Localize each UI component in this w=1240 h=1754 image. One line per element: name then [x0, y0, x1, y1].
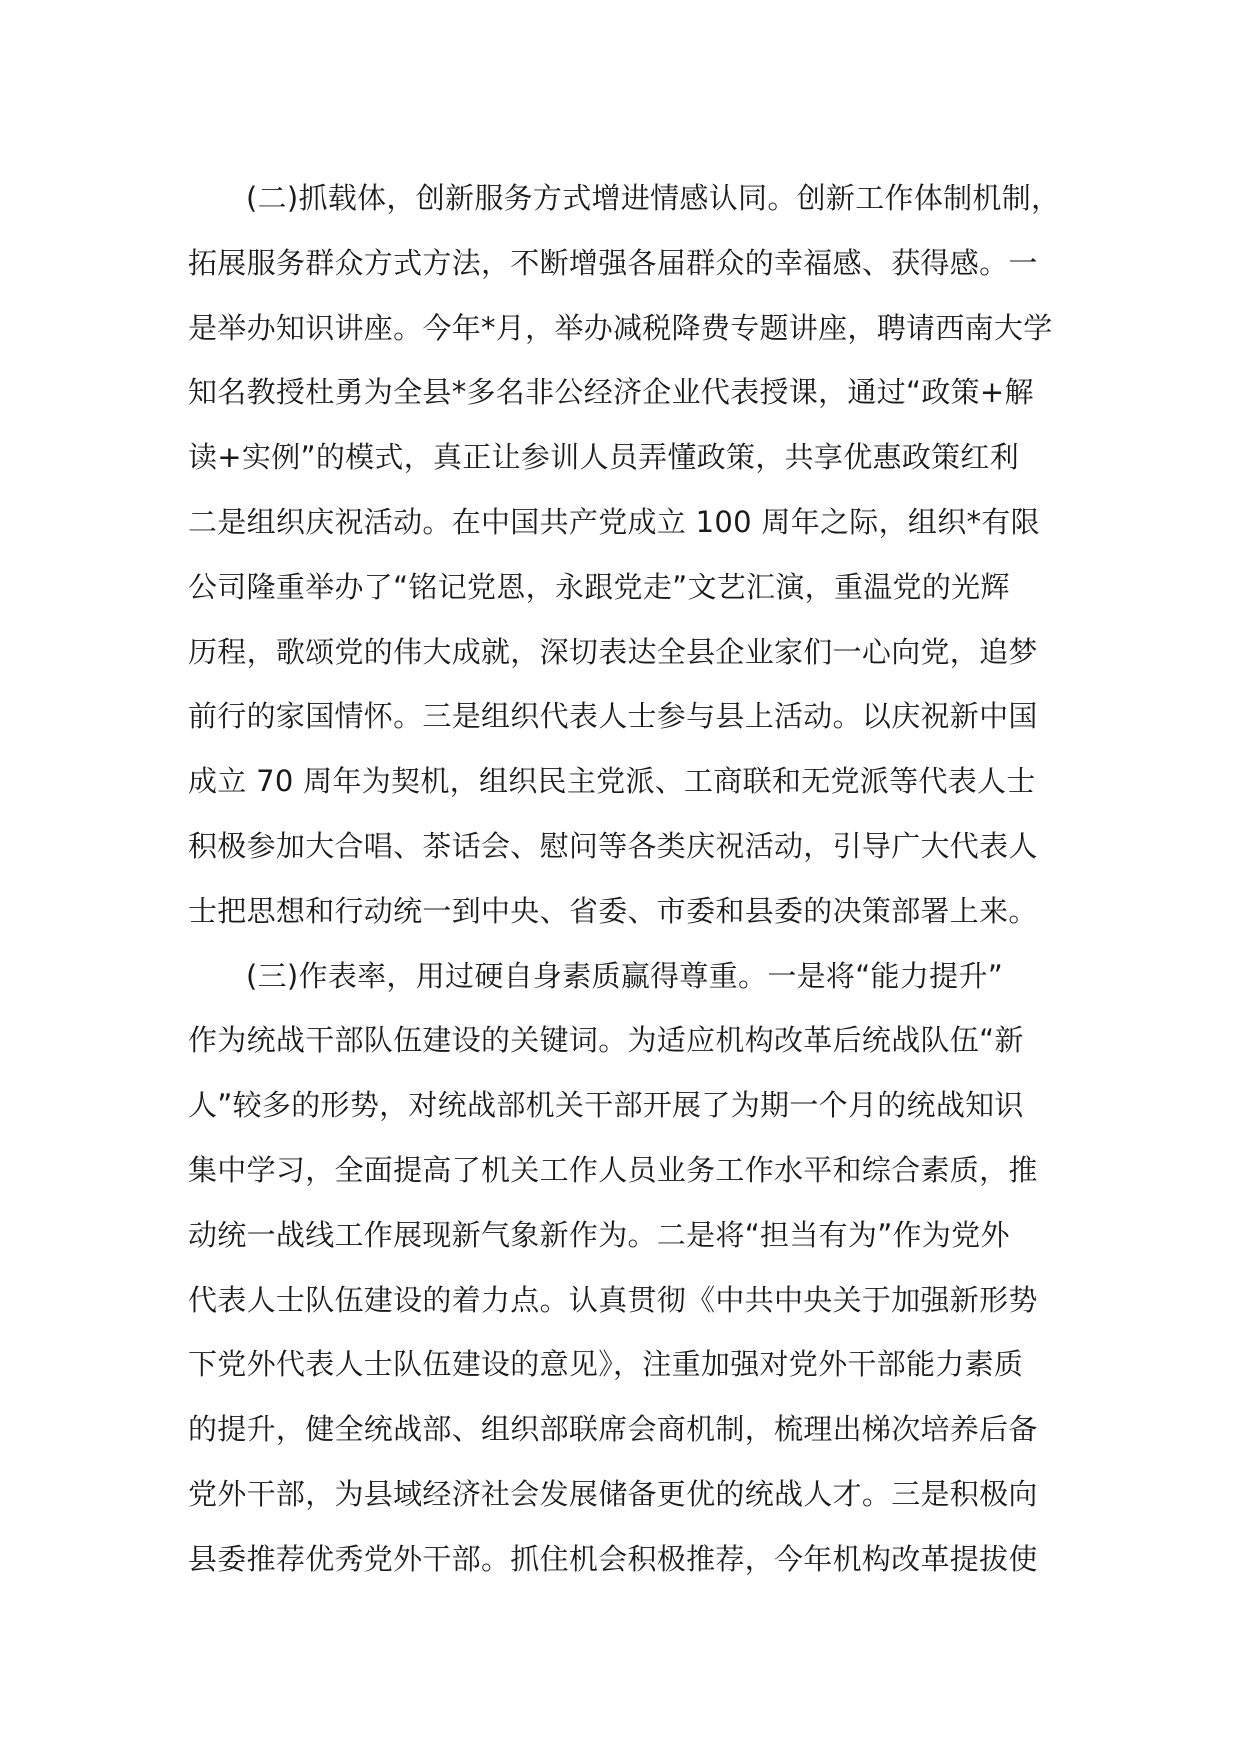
paragraph-2-line-8: 历程，歌颂党的伟大成就，深切表达全县企业家们一心向党，追梦: [188, 634, 1038, 669]
paragraph-3-line-7: 下党外代表人士队伍建设的意见》，注重加强对党外干部能力素质: [188, 1347, 1024, 1382]
paragraph-3-line-8: 的提升，健全统战部、组织部联席会商机制，梳理出梯次培养后备: [188, 1412, 1038, 1447]
paragraph-3-line-10: 县委推荐优秀党外干部。抓住机会积极推荐，今年机构改革提拔使: [188, 1541, 1038, 1576]
paragraph-2-line-10: 成立 70 周年为契机，组织民主党派、工商联和无党派等代表人士: [188, 764, 1036, 799]
paragraph-2-line-2: 拓展服务群众方式方法，不断增强各届群众的幸福感、获得感。一: [188, 245, 1038, 280]
paragraph-3-line-4: 集中学习，全面提高了机关工作人员业务工作水平和综合素质，推: [188, 1152, 1038, 1187]
paragraph-3-line-2: 作为统战干部队伍建设的关键词。为适应机构改革后统战队伍“新: [188, 1023, 1024, 1058]
paragraph-3-line-5: 动统一战线工作展现新气象新作为。二是将“担当有为”作为党外: [188, 1217, 1010, 1252]
paragraph-3-line-3: 人”较多的形势，对统战部机关干部开展了为期一个月的统战知识: [188, 1088, 1024, 1123]
paragraph-2-line-7: 公司隆重举办了“铭记党恩，永跟党走”文艺汇演，重温党的光辉: [188, 569, 1010, 604]
paragraph-2-line-9: 前行的家国情怀。三是组织代表人士参与县上活动。以庆祝新中国: [188, 699, 1038, 734]
paragraph-2-line-4: 知名教授杜勇为全县*多名非公经济企业代表授课，通过“政策+解: [188, 375, 1034, 410]
document-body: [188, 166, 1068, 1592]
paragraph-2-line-1: (二)抓载体，创新服务方式增进情感认同。创新工作体制机制，: [246, 181, 1061, 215]
paragraph-2-line-11: 积极参加大合唱、茶话会、慰问等各类庆祝活动，引导广大代表人: [188, 828, 1038, 863]
paragraph-3-line-1: (三)作表率，用过硬自身素质赢得尊重。一是将“能力提升”: [246, 958, 1004, 993]
paragraph-3-line-9: 党外干部，为县域经济社会发展储备更优的统战人才。三是积极向: [188, 1476, 1038, 1511]
paragraph-2-line-5: 读+实例”的模式，真正让参训人员弄懂政策，共享优惠政策红利: [188, 440, 1020, 475]
paragraph-2-line-3: 是举办知识讲座。今年*月，举办减税降费专题讲座，聘请西南大学: [188, 310, 1053, 345]
paragraph-3-line-6: 代表人士队伍建设的着力点。认真贯彻《中共中央关于加强新形势: [188, 1282, 1038, 1317]
paragraph-2-line-12: 士把思想和行动统一到中央、省委、市委和县委的决策部署上来。: [188, 893, 1038, 928]
paragraph-2-line-6: 二是组织庆祝活动。在中国共产党成立 100 周年之际，组织*有限: [188, 504, 1040, 539]
